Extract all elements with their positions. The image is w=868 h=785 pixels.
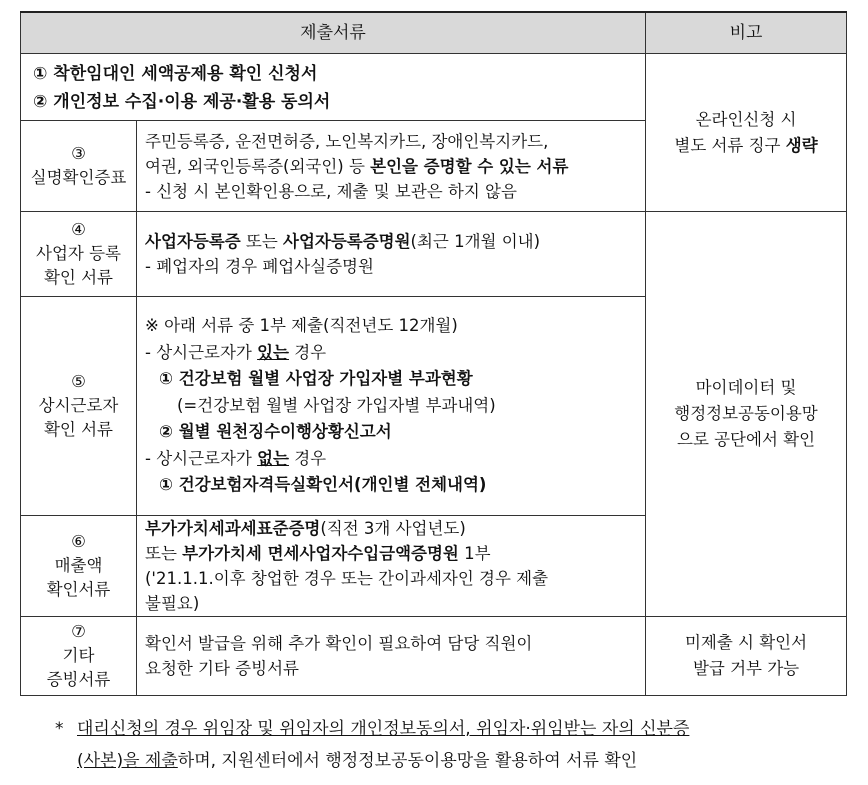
documents-table [20,11,847,696]
sales-label-2: 확인서류 [46,580,111,599]
form-item-1: ① 착한임대인 세액공제용 확인 신청서 [33,64,318,84]
remark-refusal-line1: 미제출 시 확인서 [684,633,808,652]
sales-line2-tail: 1부 [458,544,491,563]
sales-line2-bold: 부가가치세 면세사업자수입금액증명원 [182,544,459,563]
remark-mydata-line1: 마이데이터 및 [695,378,797,397]
row-other [21,617,847,696]
biz-reg-label-1: 사업자 등록 [36,244,121,263]
workers-no-pre: - 상시근로자가 [145,448,258,468]
biz-reg-label-2: 확인 서류 [43,268,113,287]
sales-line1-tail: (직전 3개 사업년도) [320,519,466,538]
workers-line1: ※ 아래 서류 중 1부 제출(직전년도 12개월) [145,316,458,336]
id-proof-label: 실명확인증표 [30,168,127,187]
remark-online [646,54,847,212]
workers-yes-item1-sub: (=건강보험 월별 사업장 가입자별 부과내역) [177,395,496,415]
workers-label-1: 상시근로자 [38,396,119,415]
remark-mydata [646,212,847,617]
other-line1: 확인서 발급을 위해 추가 확인이 필요하여 담당 직원이 [145,634,533,653]
remark-online-line2 [646,133,846,159]
workers-yes-ul: 있는 [257,342,289,362]
sales-line1-bold: 부가가치세과세표준증명 [145,519,321,538]
row-top-forms [21,54,847,121]
workers-no-heading [145,446,639,473]
remark-mydata-line2: 행정정보공동이용망 [674,404,818,423]
sales-num: ⑥ [71,532,86,551]
remark-mydata-line3: 으로 공단에서 확인 [677,430,816,449]
sales-line3: ('21.1.1.이후 창업한 경우 또는 간이과세자인 경우 제출 [145,569,549,588]
other-content [137,617,646,696]
footnote-star: * [55,719,64,739]
form-item-2: ② 개인정보 수집·이용 제공·활용 동의서 [33,92,331,112]
footnote-line2 [55,745,855,777]
top-forms-cell [21,54,646,121]
id-proof-line2-plain: 여권, 외국인등록증(외국인) 등 [145,156,371,176]
workers-no-post: 경우 [288,448,327,468]
id-proof-label-cell [21,121,137,212]
workers-content [137,297,646,516]
header-docs: 제출서류 [21,12,646,54]
id-proof-line3: - 신청 시 본인확인용으로, 제출 및 보관은 하지 않음 [145,181,517,201]
remark-refusal [646,617,847,696]
workers-yes-heading [145,340,639,367]
id-proof-line2-bold: 본인을 증명할 수 있는 서류 [370,156,569,176]
row-biz-reg [21,212,847,297]
workers-yes-item1: ① 건강보험 월별 사업장 가입자별 부과현황 [159,369,473,389]
id-proof-line1: 주민등록증, 운전면허증, 노인복지카드, 장애인복지카드, [145,131,549,151]
biz-reg-line2: - 폐업자의 경우 폐업사실증명원 [145,257,374,276]
id-proof-content [137,121,646,212]
other-num: ⑦ [71,622,86,641]
id-proof-line2 [145,154,639,179]
biz-reg-num: ④ [71,220,86,239]
workers-yes-item2: ② 월별 원천징수이행상황신고서 [159,422,392,442]
workers-num: ⑤ [71,372,86,391]
other-line2: 요청한 기타 증빙서류 [145,659,299,678]
other-label-1: 기타 [62,646,95,665]
footnote-line1-text: 대리신청의 경우 위임장 및 위임자의 개인정보동의서, 위임자·위임받는 자의 신분증 [77,719,690,739]
other-label-2: 증빙서류 [46,670,111,689]
table-header-row [21,12,847,54]
workers-yes-pre: - 상시근로자가 [145,342,258,362]
workers-label-2: 확인 서류 [43,420,113,439]
biz-reg-label-cell [21,212,137,297]
remark-online-plain: 별도 서류 징구 [674,135,786,155]
id-proof-num: ③ [71,144,86,163]
header-remark: 비고 [646,12,847,54]
workers-label-cell [21,297,137,516]
biz-reg-line1 [145,229,639,254]
biz-reg-tail: (최근 1개월 이내) [410,232,541,251]
biz-reg-b2: 사업자등록증명원 [283,232,411,251]
sales-label-1: 매출액 [54,556,103,575]
sales-line1 [145,516,639,541]
sales-label-cell [21,516,137,617]
workers-no-ul: 없는 [257,448,289,468]
sales-content [137,516,646,617]
remark-refusal-line2: 발급 거부 가능 [692,659,800,678]
footnote-line1 [55,713,855,745]
sales-line2 [145,541,639,566]
sales-line2-pre: 또는 [145,544,183,563]
remark-online-line1: 온라인신청 시 [695,109,797,129]
sales-line4: 불필요) [145,594,200,613]
remark-online-bold: 생략 [785,135,818,155]
footnote [55,713,855,777]
other-label-cell [21,617,137,696]
footnote-line2-tail: 하며, 지원센터에서 행정정보공동이용망을 활용하여 서류 확인 [177,751,638,771]
biz-reg-mid: 또는 [240,232,284,251]
footnote-line2-ul: (사본)을 제출 [77,751,178,771]
workers-no-item1: ① 건강보험자격득실확인서(개인별 전체내역) [159,475,487,495]
biz-reg-content [137,212,646,297]
workers-yes-post: 경우 [288,342,327,362]
biz-reg-b1: 사업자등록증 [145,232,241,251]
